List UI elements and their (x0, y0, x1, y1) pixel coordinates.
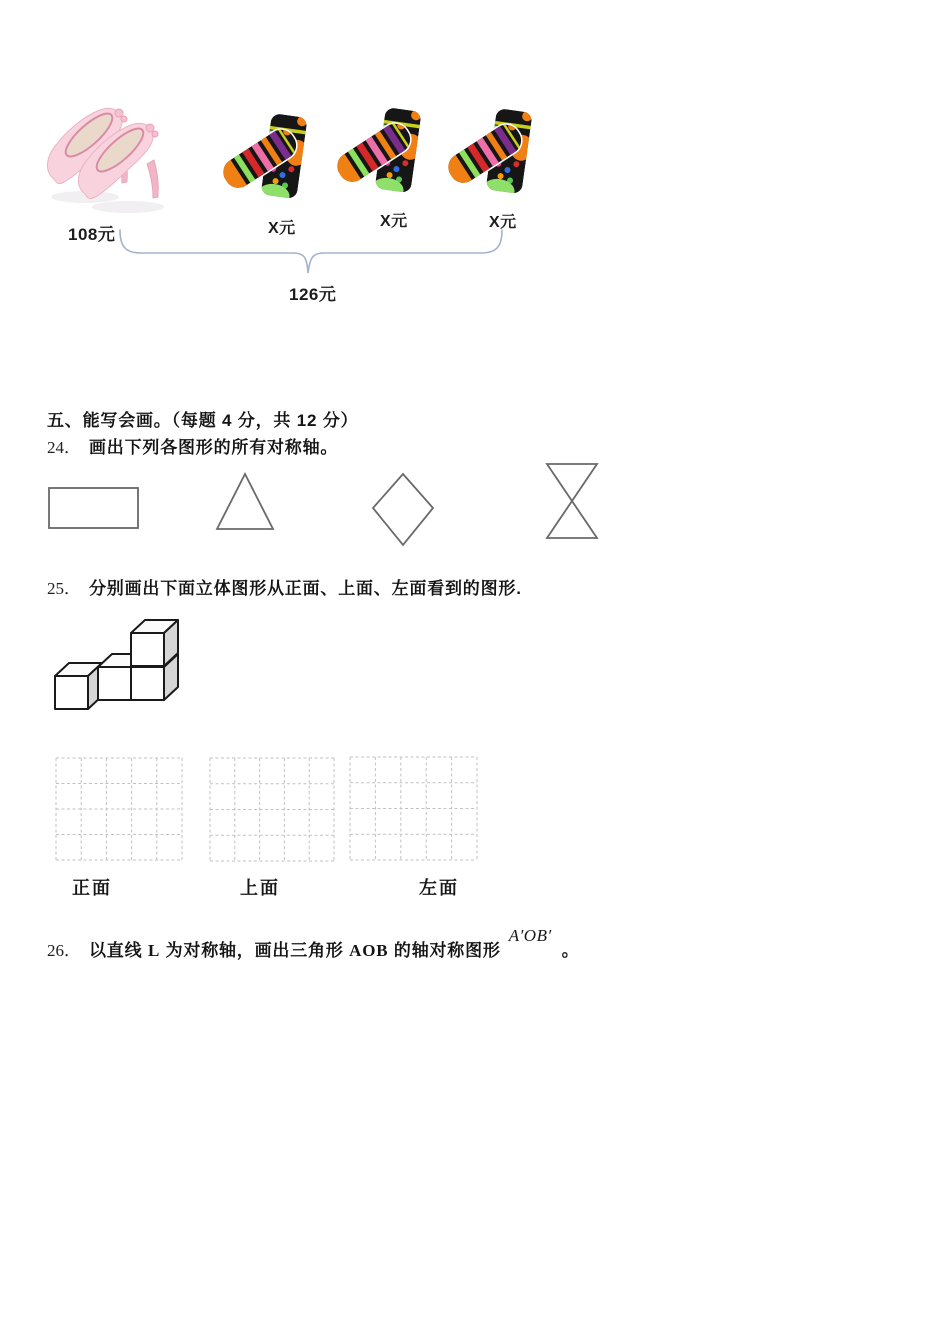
question-25-number: 25． (47, 579, 81, 598)
striped-socks-image (330, 104, 435, 199)
question-24-text: 画出下列各图形的所有对称轴。 (89, 438, 339, 457)
section-heading: 五、能写会画。（每题 4 分，共 12 分） (47, 411, 359, 430)
sock-price-label: X元 (268, 220, 296, 237)
top-view-grid (210, 758, 334, 861)
right-shoe-heel (147, 160, 158, 198)
answer-grids (50, 750, 495, 870)
striped-socks-image (441, 105, 546, 200)
front-view-label: 正面 (72, 878, 112, 898)
sock-price-label: X元 (380, 213, 408, 230)
question-25 (47, 574, 522, 599)
rhombus-shape (373, 474, 433, 545)
question-26-number: 26． (47, 941, 81, 960)
front-view-grid (56, 758, 182, 860)
total-bracket (115, 226, 510, 284)
rectangle-shape (49, 488, 138, 528)
question-26-period: 。 (561, 941, 580, 960)
sock-price-label: X元 (489, 214, 517, 231)
bracket-total-label: 126元 (289, 285, 337, 304)
cube-stack-figure (45, 608, 195, 723)
question-26 (47, 926, 580, 961)
question-24-number: 24． (47, 438, 81, 457)
hourglass-shape (547, 464, 597, 538)
pink-high-heels-image (40, 95, 175, 215)
striped-socks-image (216, 110, 321, 205)
math-expression-AOB-prime: A′OB′ (508, 926, 552, 945)
top-view-label: 上面 (240, 878, 280, 898)
shoes-price-label: 108元 (68, 225, 116, 244)
left-view-grid (350, 757, 477, 860)
question-24 (47, 433, 338, 458)
question-25-text: 分别画出下面立体图形从正面、上面、左面看到的图形. (89, 579, 522, 598)
symmetry-shapes-figure (40, 458, 620, 558)
triangle-shape (217, 474, 273, 529)
question-26-text: 以直线 L 为对称轴，画出三角形 AOB 的轴对称图形 (89, 941, 501, 960)
left-view-label: 左面 (419, 878, 459, 898)
